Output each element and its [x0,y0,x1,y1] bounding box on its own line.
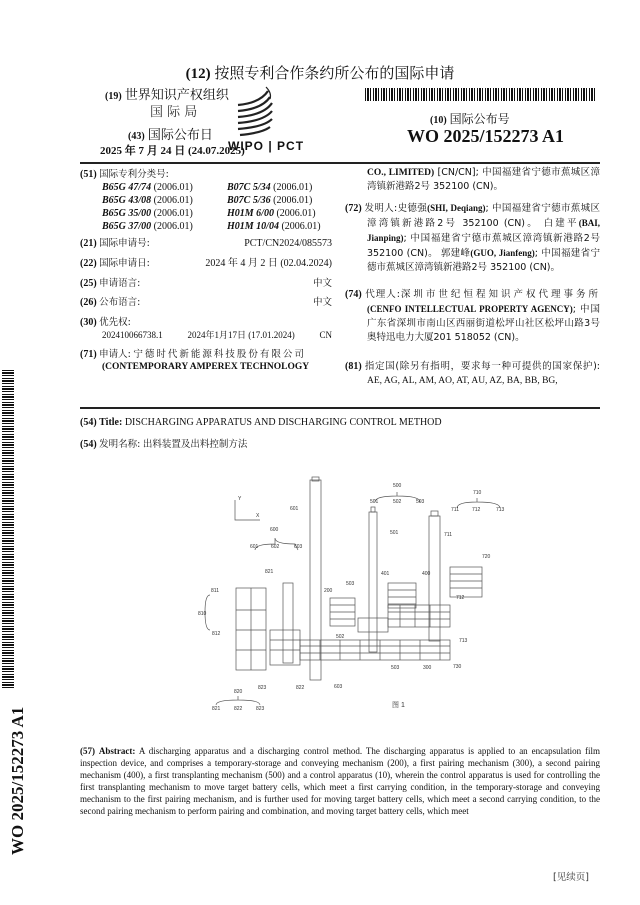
agent-code: (74) [345,289,362,300]
figure-label: 713 [496,507,505,513]
title-cn-code: (54) [80,439,97,450]
ipc-class: B07C 5/36 (2006.01) [227,195,313,206]
ipc-class: B65G 43/08 (2006.01) [102,195,193,206]
figure-label: 502 [393,499,402,505]
priority-country: CN [319,330,332,340]
side-publication-number: WO 2025/152273 A1 [8,706,27,855]
priority-date: 2024年1月17日 (17.01.2024) [187,330,295,340]
figure-label: 811 [211,588,219,594]
filing-lang: 中文 [312,278,332,289]
doc-type: 按照专利合作条约所公布的国际申请 [214,64,455,82]
figure-label: 712 [472,507,481,513]
inventor-name-en: (SHI, Deqiang) [427,203,486,213]
inventor-name-cn: 郭建峰 [440,248,471,259]
figure-label: 500 [393,483,402,489]
figure-label: 730 [453,664,462,670]
figure-label: 820 [234,689,243,695]
figure-label: 712 [456,595,465,601]
inventor-name-cn: 史德强 [397,203,428,214]
figure-label: 822 [234,706,243,712]
publication-number: WO 2025/152273 A1 [407,126,565,146]
ipc-class: B65G 37/00 (2006.01) [102,221,193,232]
ipc-code: (51) [80,169,97,180]
applicant-name-cn: 宁德时代新能源科技股份有限公司 [133,349,306,360]
stack-200 [330,598,355,626]
title-label: Title: [99,417,123,428]
pub-lang-code: (26) [80,297,97,308]
ipc-class: H01M 6/00 (2006.01) [227,208,316,219]
pub-no-label: 国际公布号 [449,112,510,126]
filing-lang-code: (25) [80,278,97,289]
figure-label: 200 [324,588,333,594]
inventor-address: ; 中国福建省宁德市蕉城区漳湾镇新港路2号 352100 (CN)。 [367,233,600,259]
title-cn-text: 出料装置及出料控制方法 [142,439,248,450]
office-code: (19) [105,91,122,102]
app-date: 2024 年 4 月 2 日 (02.04.2024) [205,258,332,269]
figure-label: 821 [212,706,221,712]
agent-name-en: (CENFO INTELLECTUAL PROPERTY AGENCY) [367,304,573,314]
office-name: 世界知识产权组织 [124,88,229,103]
priority-label: 优先权: [99,317,131,328]
wipo-logo-text: WIPO | PCT [228,139,305,153]
figure-label: 501 [390,530,399,536]
figure-label: 501 [370,499,379,505]
pub-date-code: (43) [128,131,145,142]
figure-label: 503 [416,499,425,505]
axis-label-x: X [256,513,260,519]
figure-labels [198,483,505,712]
figure-label: 601 [290,506,299,512]
app-date-code: (22) [80,258,97,269]
abstract [80,745,600,817]
ipc-class: H01M 10/04 (2006.01) [227,221,321,232]
applicant-label: 申请人: [99,349,131,360]
figure-label: 502 [336,634,345,640]
figure-label: 601 [250,544,259,550]
inventor-name-en: (GUO, Jianfeng) [470,248,535,258]
applicant-name-en: (CONTEMPORARY AMPEREX TECHNOLOGY [102,362,310,372]
app-date-label: 国际申请日: [99,258,150,269]
axis-label-y: Y [238,496,242,502]
continued-note: [见续页] [553,872,589,883]
figure-label: 720 [482,554,491,560]
ipc-class: B07C 5/34 (2006.01) [227,182,313,193]
agent-name-cn: 深圳市世纪恒程知识产权代理事务所 [399,289,600,300]
applicant-address: [CN/CN]; 中国福建省宁德市蕉城区漳湾镇新港路2号 352100 (CN)。 [367,167,600,192]
figure-label: 503 [391,665,400,671]
conveyor-300 [300,640,450,660]
pub-date: 2025 年 7 月 24 日 (24.07.2025) [100,145,245,157]
title-cn-label: 发明名称: [99,439,141,450]
designated-label: 指定国(除另有指明，要求每一种可提供的国家保护): [364,361,601,372]
app-no: PCT/CN2024/085573 [244,238,332,249]
pub-no-code: (10) [430,115,447,126]
ipc-label: 国际专利分类号: [99,169,169,180]
applicant-code: (71) [80,349,97,360]
figure-label: 401 [381,571,390,577]
side-barcode [2,370,14,690]
figure-label: 602 [271,544,280,550]
abstract-label: Abstract: [98,746,136,756]
office-sub: 国 际 局 [150,105,198,120]
inventor-address: ; 中国福建省宁德市蕉城区漳湾镇新港路2号 352100 (CN)。 [367,248,600,273]
figure-label: 711 [444,532,452,538]
tower-501 [369,512,377,652]
tower-601 [310,480,321,680]
abstract-code: (57) [80,746,95,756]
figure-label: 821 [265,569,274,575]
designated-states: AE, AG, AL, AM, AO, AT, AU, AZ, BA, BB, BG, [367,376,558,386]
priority-code: (30) [80,317,97,328]
agent-address: ; 中国广东省深圳市南山区西丽街道松坪山社区松坪山路3号奥特迅电力大厦201 518052 (CN)。 [367,304,600,343]
figure-label: 810 [198,611,207,617]
applicant-name-en-cont: CO., LIMITED) [367,168,435,178]
figure-caption: 图 1 [392,702,405,709]
designated-code: (81) [345,361,362,372]
title-code: (54) [80,417,97,428]
figure-label: 822 [296,685,305,691]
figure-label: 400 [422,571,431,577]
figure-label: 713 [459,638,468,644]
figure-label: 603 [294,544,303,550]
figure-label: 300 [423,665,432,671]
doc-type-code: (12) [185,66,211,82]
figure-label: 503 [346,581,355,587]
priority-number: 202410066738.1 [102,330,163,340]
figure-label: 812 [212,631,221,637]
figure-label: 711 [451,507,459,513]
app-no-code: (21) [80,238,97,249]
inventor-address: ; 中国福建省宁德市蕉城区漳湾镇新港路2号 352100 (CN)。 [367,203,600,229]
abstract-text: A discharging apparatus and a discharging control method. The discharging apparatus is applied to an encapsulation film inspection device, and comprises a temporary-storage and conveying mechanism (200), a first pairing mechanism (300), a second pairing mechanism (400), a first transplanting mechanism (500) and a control apparatus (10), wherein the control apparatus is used for controlling the first transplanting mechanism to move target battery cells, which meet a first carrying condition, in the temporary-storage and conveying mechanism to the first pairing mechanism, and is further used for moving target battery cells, which meet a second carrying condition, to the second pairing mechanism to perform pairing and combination, and moving target battery cells, which meet [80,746,601,816]
filing-lang-label: 申请语言: [99,278,141,289]
inventor-name-en: (BAI, Jianping) [367,218,600,243]
figure-label: 600 [270,527,279,533]
stack-400 [388,583,416,608]
pub-lang: 中文 [312,297,332,308]
figure-label: 710 [473,490,482,496]
figure-label: 823 [256,706,265,712]
tower-711 [429,516,440,641]
agent-label: 代理人: [365,289,400,300]
inventor-code: (72) [345,203,362,214]
ipc-class: B65G 35/00 (2006.01) [102,208,193,219]
inventor-label: 发明人: [364,203,398,214]
figure-label: 603 [334,684,343,690]
app-no-label: 国际申请号: [99,238,150,249]
pub-date-label: 国际公布日 [147,128,213,143]
pub-lang-label: 公布语言: [99,297,141,308]
inventor-name-cn: 白建平 [543,218,579,229]
ipc-class: B65G 47/74 (2006.01) [102,182,193,193]
title-text: DISCHARGING APPARATUS AND DISCHARGING CONTROL METHOD [124,417,442,428]
stack-720 [450,567,482,597]
figure-label: 823 [258,685,267,691]
